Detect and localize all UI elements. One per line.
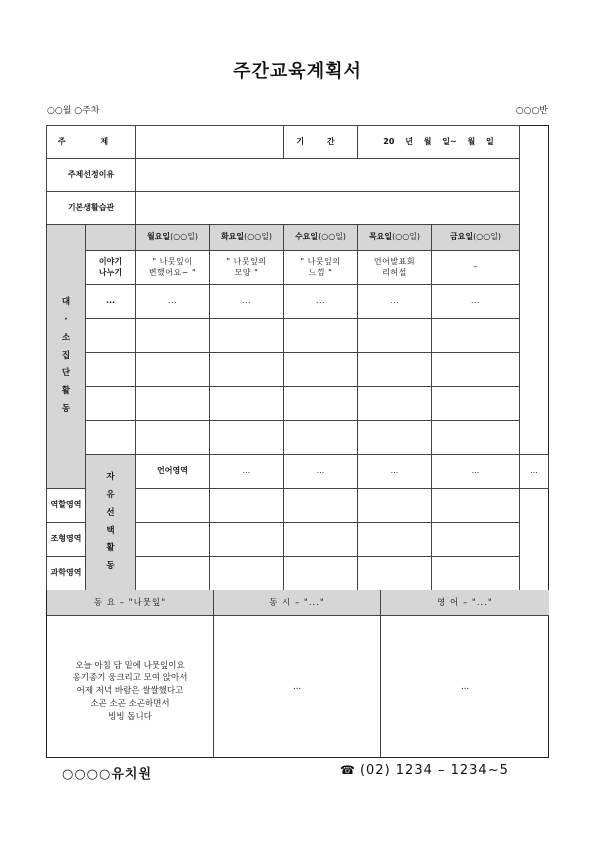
english-text: ... xyxy=(460,681,470,692)
plan-cell[interactable]: " 나뭇잎의 느낌 " xyxy=(284,251,358,285)
plan-cell[interactable]: ... xyxy=(210,285,284,319)
plan-cell[interactable] xyxy=(284,387,358,421)
class-label: ○○○반 xyxy=(515,106,548,116)
area-name: 과학영역 xyxy=(47,557,86,591)
plan-cell[interactable] xyxy=(432,319,520,353)
phone-text: (02) 1234 – 1234~5 xyxy=(359,763,509,778)
basic-habits-label: 기본생활습관 xyxy=(47,192,136,225)
plan-cell[interactable] xyxy=(358,353,432,387)
song-header: 동 요 – "나뭇잎" xyxy=(47,590,213,616)
plan-cell[interactable] xyxy=(136,353,210,387)
day-name: 수요일 xyxy=(294,232,319,242)
plan-cell[interactable] xyxy=(432,489,520,523)
day-name: 화요일 xyxy=(220,232,245,242)
plan-cell[interactable]: ... xyxy=(210,455,284,489)
activity-name xyxy=(86,421,136,455)
corner-cell xyxy=(86,225,136,251)
plan-cell[interactable] xyxy=(210,353,284,387)
plan-cell[interactable] xyxy=(284,557,358,591)
basic-habits-field[interactable] xyxy=(136,192,520,225)
plan-cell[interactable] xyxy=(136,319,210,353)
plan-cell[interactable] xyxy=(136,489,210,523)
period-field[interactable]: 20 년 월 일~ 월 일 xyxy=(358,126,520,159)
plan-cell[interactable] xyxy=(284,319,358,353)
plan-cell[interactable]: ... xyxy=(284,285,358,319)
reason-label: 주제선정이유 xyxy=(47,159,136,192)
plan-cell[interactable] xyxy=(358,489,432,523)
plan-cell[interactable] xyxy=(432,421,520,455)
plan-cell[interactable]: ... xyxy=(284,455,358,489)
plan-cell[interactable] xyxy=(284,353,358,387)
plan-cell[interactable] xyxy=(432,557,520,591)
day-date: (○○일) xyxy=(244,232,273,242)
day-header xyxy=(284,225,358,251)
plan-cell[interactable]: ... xyxy=(136,285,210,319)
plan-cell[interactable]: – xyxy=(432,251,520,285)
plan-cell[interactable]: ... xyxy=(520,455,549,489)
period-label: 기 간 xyxy=(284,126,358,159)
weekly-plan-table xyxy=(46,125,549,591)
plan-cell[interactable] xyxy=(358,523,432,557)
day-header xyxy=(210,225,284,251)
day-date: (○○일) xyxy=(170,232,199,242)
plan-cell[interactable] xyxy=(284,523,358,557)
activity-name xyxy=(86,319,136,353)
plan-cell[interactable]: ... xyxy=(432,285,520,319)
song-text: 오늘 아침 담 밑에 나뭇잎이요 옹기종기 웅크리고 모여 앉아서 어제 저녁 바람은 쌀쌀했다고 소곤 소곤 소곤하면서 빙빙 돕니다 xyxy=(72,660,188,722)
plan-cell[interactable] xyxy=(358,421,432,455)
plan-cell[interactable]: " 나뭇잎의 모양 " xyxy=(210,251,284,285)
area-name: 역할영역 xyxy=(47,489,86,523)
telephone-icon: ☎ xyxy=(340,763,356,777)
plan-cell[interactable]: ... xyxy=(358,455,432,489)
plan-cell[interactable] xyxy=(432,523,520,557)
plan-cell[interactable] xyxy=(284,489,358,523)
area-name: 조형영역 xyxy=(47,523,86,557)
day-date: (○○일) xyxy=(318,232,347,242)
document-title: 주간교육계획서 xyxy=(233,61,362,82)
plan-cell[interactable] xyxy=(358,557,432,591)
activity-name: 이야기 나누기 xyxy=(86,251,136,285)
plan-cell[interactable]: " 나뭇잎이 변했어요~ " xyxy=(136,251,210,285)
plan-cell[interactable] xyxy=(210,319,284,353)
day-name: 월요일 xyxy=(146,232,171,242)
plan-cell[interactable]: ... xyxy=(432,455,520,489)
plan-cell[interactable] xyxy=(136,557,210,591)
plan-cell[interactable]: 언어발표회 리허설 xyxy=(358,251,432,285)
plan-cell[interactable] xyxy=(210,557,284,591)
plan-cell[interactable] xyxy=(136,523,210,557)
plan-cell[interactable] xyxy=(432,387,520,421)
bottom-section xyxy=(46,590,549,758)
reason-field[interactable] xyxy=(136,159,520,192)
poem-text: ... xyxy=(292,681,302,692)
free-choice-label: 자 유 선 택 활 동 xyxy=(86,455,136,591)
plan-cell[interactable] xyxy=(136,421,210,455)
theme-field[interactable] xyxy=(136,126,284,159)
plan-cell[interactable] xyxy=(136,387,210,421)
school-name: ○○○○유치원 xyxy=(62,767,153,782)
poem-header: 동 시 – "..." xyxy=(213,590,381,616)
theme-label: 주 제 xyxy=(47,126,136,159)
phone-number xyxy=(340,763,509,778)
day-header xyxy=(358,225,432,251)
group-activity-label: 대 · 소 집 단 활 동 xyxy=(47,225,86,489)
activity-name xyxy=(86,353,136,387)
plan-cell[interactable] xyxy=(210,523,284,557)
day-date: (○○일) xyxy=(392,232,421,242)
day-date: (○○일) xyxy=(473,232,502,242)
day-header xyxy=(432,225,520,251)
plan-cell[interactable] xyxy=(358,387,432,421)
activity-name xyxy=(86,387,136,421)
day-name: 금요일 xyxy=(449,232,474,242)
week-label: ○○월 ○주차 xyxy=(47,106,100,116)
day-name: 목요일 xyxy=(368,232,393,242)
area-name: 언어영역 xyxy=(136,455,210,489)
plan-cell[interactable] xyxy=(358,319,432,353)
english-header: 영 어 – "..." xyxy=(381,590,549,616)
plan-cell[interactable] xyxy=(210,489,284,523)
plan-cell[interactable] xyxy=(432,353,520,387)
plan-cell[interactable] xyxy=(210,421,284,455)
plan-cell[interactable]: ... xyxy=(358,285,432,319)
activity-name: ... xyxy=(86,285,136,319)
plan-cell[interactable] xyxy=(284,421,358,455)
plan-cell[interactable] xyxy=(210,387,284,421)
day-header xyxy=(136,225,210,251)
